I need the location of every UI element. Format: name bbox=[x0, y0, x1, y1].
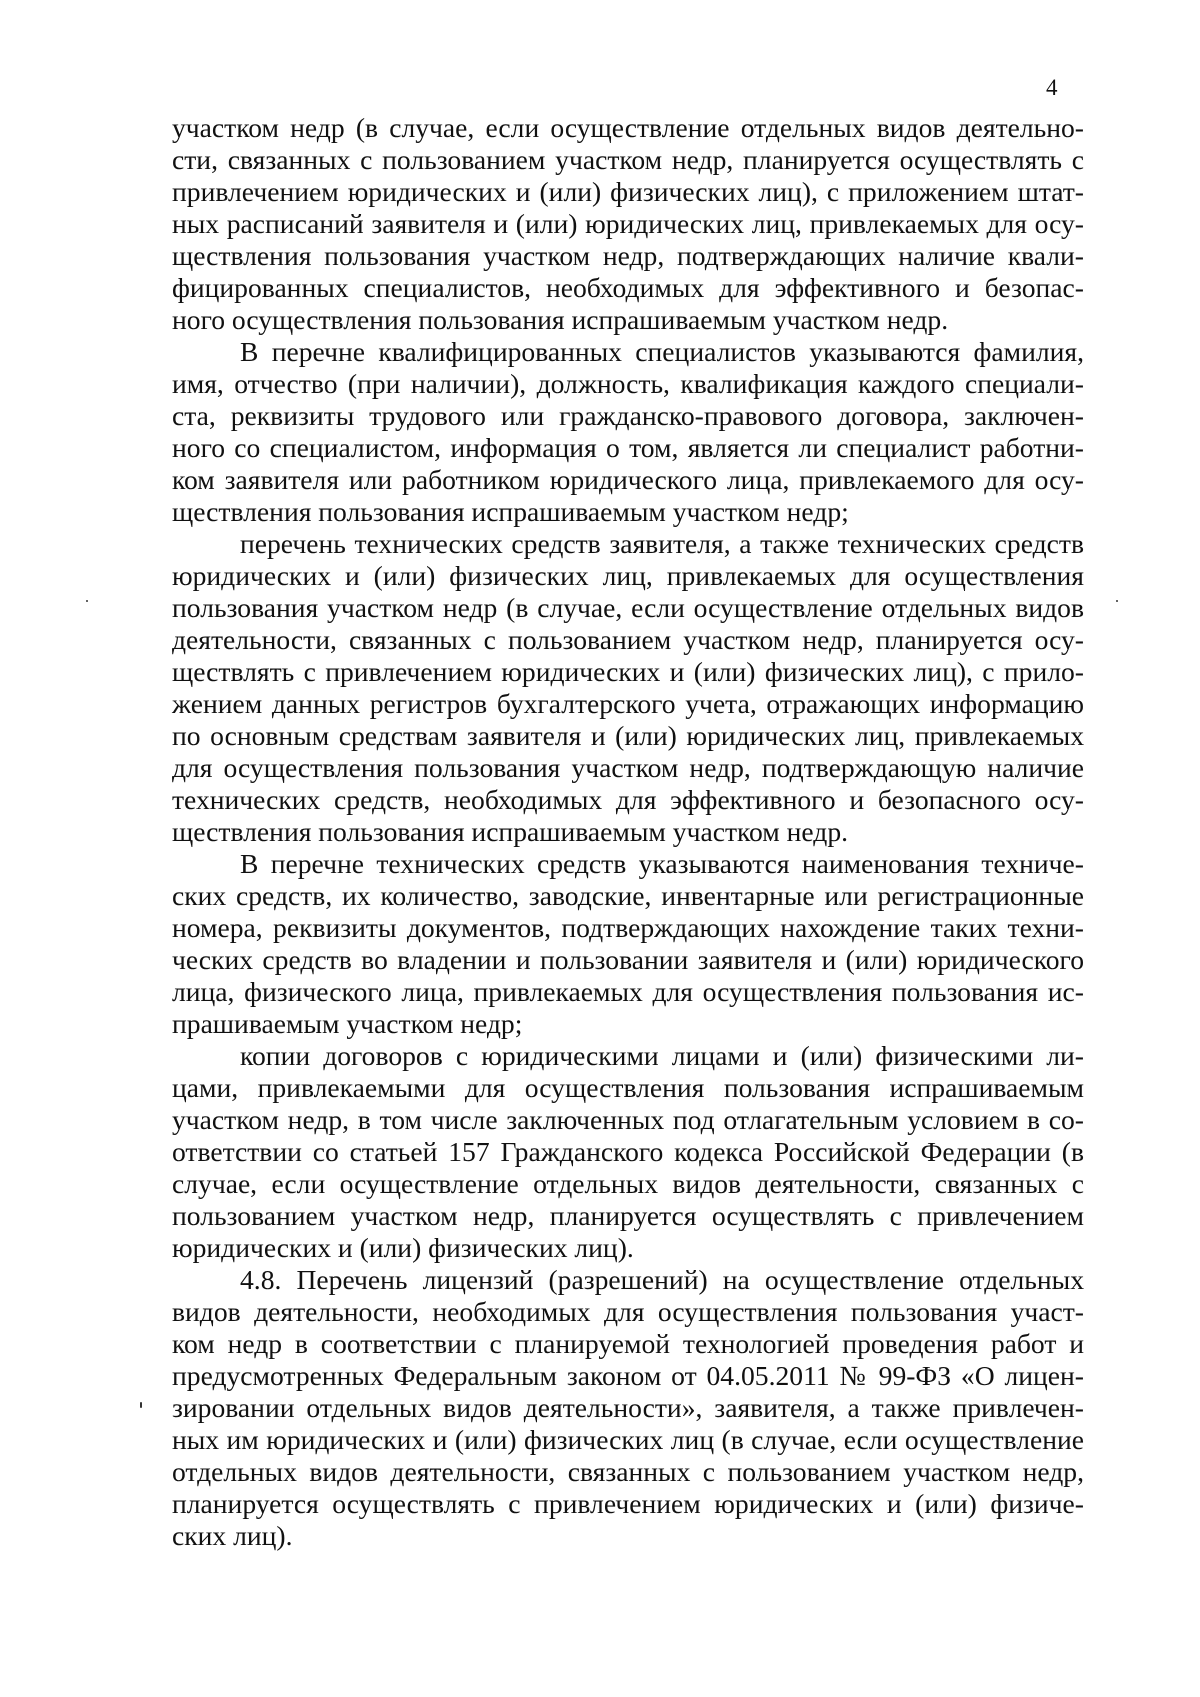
text-line: для осуществления пользования участком недр, подтверждающую наличие bbox=[172, 752, 1084, 783]
text-line: имя, отчество (при наличии), должность, квалификация каждого специали- bbox=[172, 368, 1084, 399]
text-line: по основным средствам заявителя и (или) юридических лиц, привлекаемых bbox=[172, 720, 1084, 751]
text-line: перечень технических средств заявителя, а также технических средств bbox=[240, 528, 1084, 559]
scan-speck bbox=[86, 600, 88, 602]
text-line: отдельных видов деятельности, связанных с пользованием участком недр, bbox=[172, 1456, 1084, 1487]
text-line: юридических и (или) физических лиц, привлекаемых для осуществления bbox=[172, 560, 1084, 591]
paragraph bbox=[172, 1040, 1084, 1264]
text-line: ных им юридических и (или) физических лиц (в случае, если осуществление bbox=[172, 1424, 1084, 1455]
text-line: цами, привлекаемыми для осуществления пользования испрашиваемым bbox=[172, 1072, 1084, 1103]
text-line: копии договоров с юридическими лицами и (или) физическими ли- bbox=[240, 1040, 1084, 1071]
text-line: пользования участком недр (в случае, если осуществление отдельных видов bbox=[172, 592, 1084, 623]
text-line: случае, если осуществление отдельных видов деятельности, связанных с bbox=[172, 1168, 1084, 1199]
scan-speck bbox=[1116, 600, 1118, 602]
text-line: видов деятельности, необходимых для осуществления пользования участ- bbox=[172, 1296, 1084, 1327]
paragraph bbox=[172, 528, 1084, 848]
text-line: ста, реквизиты трудового или гражданско-правового договора, заключен- bbox=[172, 400, 1084, 431]
text-line: зировании отдельных видов деятельности», заявителя, а также привлечен- bbox=[172, 1392, 1084, 1423]
text-line: юридических и (или) физических лиц). bbox=[172, 1232, 634, 1263]
text-line: В перечне технических средств указываются наименования техниче- bbox=[240, 848, 1084, 879]
text-line: ных расписаний заявителя и (или) юридических лиц, привлекаемых для осу- bbox=[172, 208, 1084, 239]
paragraph bbox=[172, 1264, 1084, 1552]
paragraph bbox=[172, 336, 1084, 528]
text-line: ком заявителя или работником юридического лица, привлекаемого для осу- bbox=[172, 464, 1084, 495]
text-line: В перечне квалифицированных специалистов указываются фамилия, bbox=[240, 336, 1084, 367]
text-line: участком недр (в случае, если осуществление отдельных видов деятельно- bbox=[172, 112, 1084, 143]
text-line: номера, реквизиты документов, подтверждающих нахождение таких техни- bbox=[172, 912, 1084, 943]
text-line: ного осуществления пользования испрашиваемым участком недр. bbox=[172, 304, 949, 335]
text-line: участком недр, в том числе заключенных под отлагательным условием в со- bbox=[172, 1104, 1084, 1135]
text-line: привлечением юридических и (или) физических лиц), с приложением штат- bbox=[172, 176, 1084, 207]
text-line: ществления пользования участком недр, подтверждающих наличие квали- bbox=[172, 240, 1084, 271]
document-body bbox=[172, 112, 1084, 1552]
text-line: ком недр в соответствии с планируемой технологией проведения работ и bbox=[172, 1328, 1084, 1359]
text-line: ских лиц). bbox=[172, 1520, 293, 1551]
scan-speck bbox=[140, 1402, 142, 1408]
text-line: ских средств, их количество, заводские, инвентарные или регистрационные bbox=[172, 880, 1084, 911]
text-line: фицированных специалистов, необходимых для эффективного и безопас- bbox=[172, 272, 1084, 303]
text-line: предусмотренных Федеральным законом от 04.05.2011 № 99-ФЗ «О лицен- bbox=[172, 1360, 1084, 1391]
text-line: пользованием участком недр, планируется осуществлять с привлечением bbox=[172, 1200, 1084, 1231]
text-line: ществлять с привлечением юридических и (или) физических лиц), с прило- bbox=[172, 656, 1084, 687]
text-line: ществления пользования испрашиваемым участком недр. bbox=[172, 816, 849, 847]
text-line: жением данных регистров бухгалтерского учета, отражающих информацию bbox=[172, 688, 1084, 719]
text-line: деятельности, связанных с пользованием участком недр, планируется осу- bbox=[172, 624, 1084, 655]
text-line: лица, физического лица, привлекаемых для осуществления пользования ис- bbox=[172, 976, 1084, 1007]
text-line: ществления пользования испрашиваемым участком недр; bbox=[172, 496, 849, 527]
text-line: прашиваемым участком недр; bbox=[172, 1008, 523, 1039]
text-line: ческих средств во владении и пользовании заявителя и (или) юридического bbox=[172, 944, 1084, 975]
text-line: сти, связанных с пользованием участком недр, планируется осуществлять с bbox=[172, 144, 1084, 175]
text-line: 4.8. Перечень лицензий (разрешений) на осуществление отдельных bbox=[240, 1264, 1084, 1295]
text-line: технических средств, необходимых для эффективного и безопасного осу- bbox=[172, 784, 1084, 815]
paragraph bbox=[172, 848, 1084, 1040]
text-line: ного со специалистом, информация о том, является ли специалист работни- bbox=[172, 432, 1084, 463]
text-line: ответствии со статьей 157 Гражданского кодекса Российской Федерации (в bbox=[172, 1136, 1084, 1167]
page-number: 4 bbox=[1046, 75, 1058, 100]
text-line: планируется осуществлять с привлечением юридических и (или) физиче- bbox=[172, 1488, 1084, 1519]
paragraph bbox=[172, 112, 1084, 336]
